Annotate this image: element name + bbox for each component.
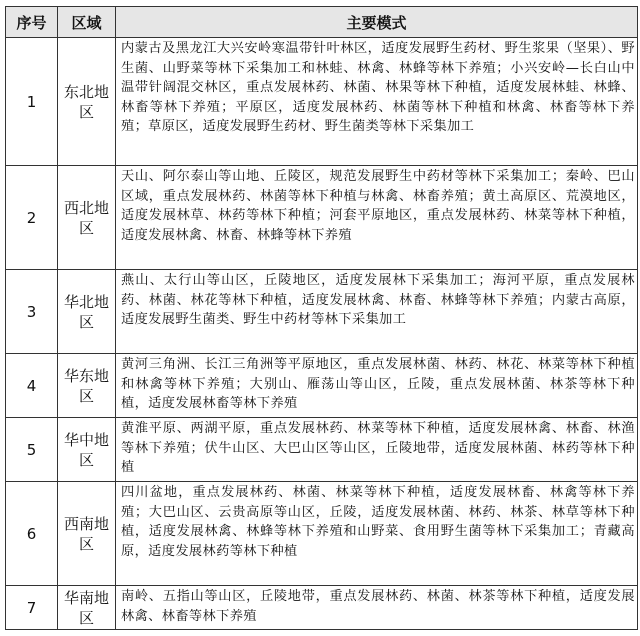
row-mode: 四川盆地，重点发展林药、林菌、林菜等林下种植，适度发展林畜、林禽等林下养殖；大巴山区、云贵高原等山区，丘陵，适度发展林菌、林药、林茶、林草等林下种植，适度发展林禽、林蜂等林下养殖和山野菜、食用野生菌等林下采集加工；青藏高原，适度发展林药等林下种植 [116, 482, 638, 586]
row-index: 3 [6, 270, 58, 354]
header-mode: 主要模式 [116, 7, 638, 38]
header-index: 序号 [6, 7, 58, 38]
header-row [6, 7, 638, 38]
row-mode: 黄淮平原、两湖平原，重点发展林药、林菜等林下种植，适度发展林禽、林畜、林渔等林下养殖；伏牛山区、大巴山区等山区，丘陵地带，适度发展林菌、林药等林下种植 [116, 418, 638, 482]
table-row [6, 270, 638, 354]
row-mode: 南岭、五指山等山区，丘陵地带，重点发展林药、林菌、林茶等林下种植，适度发展林禽、林畜等林下养殖 [116, 586, 638, 630]
table-row [6, 38, 638, 166]
table-row [6, 418, 638, 482]
table-container [5, 6, 637, 630]
row-index: 7 [6, 586, 58, 630]
row-mode: 黄河三角洲、长江三角洲等平原地区，重点发展林菌、林药、林花、林菜等林下种植和林禽等林下养殖；大别山、雁荡山等山区，丘陵，重点发展林菌、林茶等林下种植，适度发展林畜等林下养殖 [116, 354, 638, 418]
row-index: 6 [6, 482, 58, 586]
table-row [6, 166, 638, 270]
row-region: 华南地区 [58, 586, 116, 630]
row-region: 西南地区 [58, 482, 116, 586]
table-row [6, 586, 638, 630]
table-row [6, 482, 638, 586]
row-mode: 燕山、太行山等山区，丘陵地区，适度发展林下采集加工；海河平原，重点发展林药、林菌、林花等林下种植，适度发展林禽、林畜、林蜂等林下养殖；内蒙古高原，适度发展野生菌类、野生中药材等林下采集加工 [116, 270, 638, 354]
row-index: 4 [6, 354, 58, 418]
row-index: 2 [6, 166, 58, 270]
header-region: 区域 [58, 7, 116, 38]
row-region: 华中地区 [58, 418, 116, 482]
row-region: 东北地区 [58, 38, 116, 166]
row-region: 华北地区 [58, 270, 116, 354]
row-mode: 天山、阿尔泰山等山地、丘陵区，规范发展野生中药材等林下采集加工；秦岭、巴山区域，重点发展林药、林菌等林下种植与林禽、林畜养殖；黄土高原区、荒漠地区，适度发展林草、林药等林下种植；河套平原地区，重点发展林药、林菜等林下种植，适度发展林禽、林畜、林蜂等林下养殖 [116, 166, 638, 270]
row-region: 华东地区 [58, 354, 116, 418]
row-index: 5 [6, 418, 58, 482]
forest-mode-table [5, 6, 638, 630]
row-mode: 内蒙古及黑龙江大兴安岭寒温带针叶林区，适度发展野生药材、野生浆果（坚果）、野生菌、山野菜等林下采集加工和林蛙、林禽、林蜂等林下养殖；小兴安岭—长白山中温带针阔混交林区，重点发展林药、林菌、林果等林下种植，适度发展林蛙、林蜂、林畜等林下养殖；平原区，适度发展林药、林菌等林下种植和林禽、林畜等林下养殖；草原区，适度发展野生药材、野生菌类等林下采集加工 [116, 38, 638, 166]
row-index: 1 [6, 38, 58, 166]
table-row [6, 354, 638, 418]
row-region: 西北地区 [58, 166, 116, 270]
